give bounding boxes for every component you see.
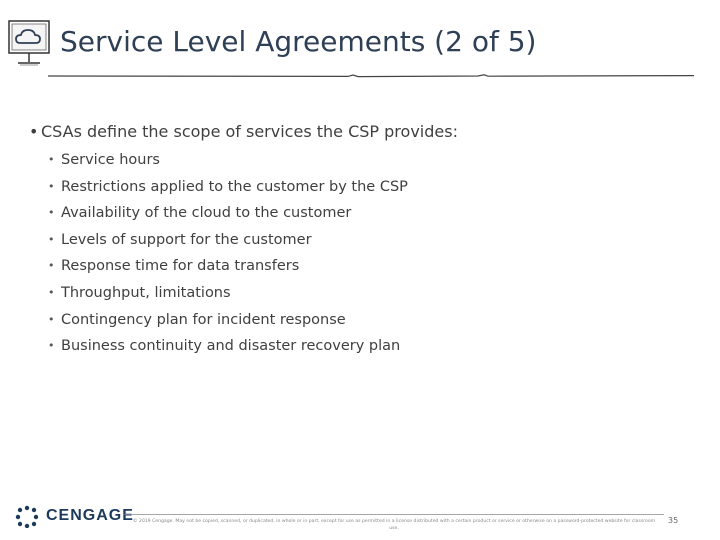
cengage-logo-icon [14,504,40,528]
list-item [48,255,408,282]
bullet-dot-icon: • [48,312,55,326]
logo-text: CENGAGE [46,507,134,524]
list-item [48,335,408,362]
footer-divider [124,513,664,516]
bullet-dot-icon: • [48,285,55,299]
list-item-text: Contingency plan for incident response [61,311,346,328]
bullet-dot-icon: • [48,339,55,353]
list-item-text: Restrictions applied to the customer by the CSP [61,178,408,195]
copyright-text: © 2019 Cengage. May not be copied, scanned, or duplicated, in whole or in part, except for use as permitted in a license distributed with a certain product or service or otherwise on a password-protected website for classroom use. [132,519,656,531]
list-item-text: Service hours [61,152,160,168]
main-bullet [29,122,458,142]
bullet-dot-icon: • [48,179,55,193]
list-item [48,176,408,203]
bullet-dot-icon: • [48,232,55,246]
page-number: 35 [668,516,679,525]
list-item-text: Throughput, limitations [61,284,231,301]
list-item [48,229,408,256]
sub-bullet-list [48,149,408,362]
list-item [48,149,408,176]
bullet-dot-icon: • [48,153,55,166]
list-item [48,282,408,309]
list-item [48,309,408,336]
list-item-text: Response time for data transfers [61,258,300,275]
list-item-text: Levels of support for the customer [61,231,312,248]
slide-title: Service Level Agreements (2 of 5) [60,25,537,58]
bullet-dot-icon: • [48,259,55,273]
list-item-text: Availability of the cloud to the customer [61,205,352,222]
list-item-text: Business continuity and disaster recovery plan [61,338,401,355]
list-item [48,202,408,229]
cengage-logo [14,504,134,528]
bullet-dot-icon: • [48,206,55,220]
bullet-dot-icon: • [29,122,39,141]
main-bullet-text: CSAs define the scope of services the CSP provides: [41,122,458,141]
